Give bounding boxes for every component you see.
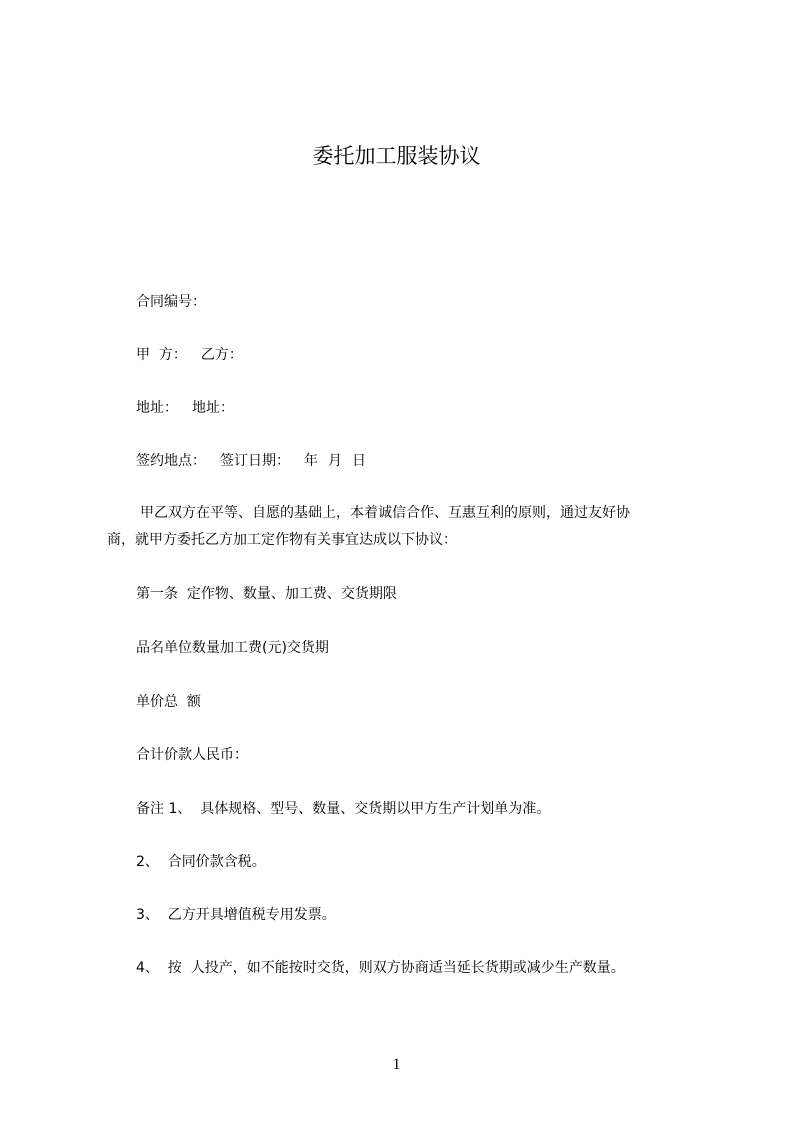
note-3: 3、 乙方开具增值税专用发票。	[136, 907, 336, 923]
article-1-title: 第一条 定作物、数量、加工费、交货期限	[136, 586, 397, 602]
sign-date-label: 签订日期：	[220, 453, 290, 469]
party-b-label: 乙方：	[200, 347, 243, 363]
table-header: 品名单位数量加工费(元)交货期	[136, 640, 329, 656]
parties-line	[136, 345, 243, 365]
sign-place-label: 签约地点：	[136, 453, 206, 469]
note-2: 2、 合同价款含税。	[136, 854, 266, 870]
page-number: 1	[392, 1056, 401, 1073]
party-a-label: 甲 方：	[136, 347, 187, 363]
document-title: 委托加工服装协议	[312, 144, 481, 168]
contract-number-label: 合同编号：	[136, 294, 206, 310]
intro-paragraph-line-1: 甲乙双方在平等、自愿的基础上，本着诚信合作、互惠互利的原则，通过友好协	[140, 505, 630, 521]
month-label: 月	[328, 453, 342, 469]
note-1: 备注 1、 具体规格、型号、数量、交货期以甲方生产计划单为准。	[136, 801, 551, 817]
year-label: 年	[304, 453, 318, 469]
table-subheader: 单价总 额	[136, 694, 201, 710]
address-b-label: 地址：	[192, 400, 234, 416]
address-line	[136, 398, 234, 418]
day-label: 日	[352, 453, 366, 469]
total-price-label: 合计价款人民币：	[136, 747, 248, 763]
intro-paragraph-line-2: 商，就甲方委托乙方加工定作物有关事宜达成以下协议：	[107, 532, 457, 548]
address-a-label: 地址：	[136, 400, 178, 416]
signing-line	[136, 451, 366, 471]
note-4: 4、 按 人投产，如不能按时交货，则双方协商适当延长货期或减少生产数量。	[136, 960, 625, 976]
